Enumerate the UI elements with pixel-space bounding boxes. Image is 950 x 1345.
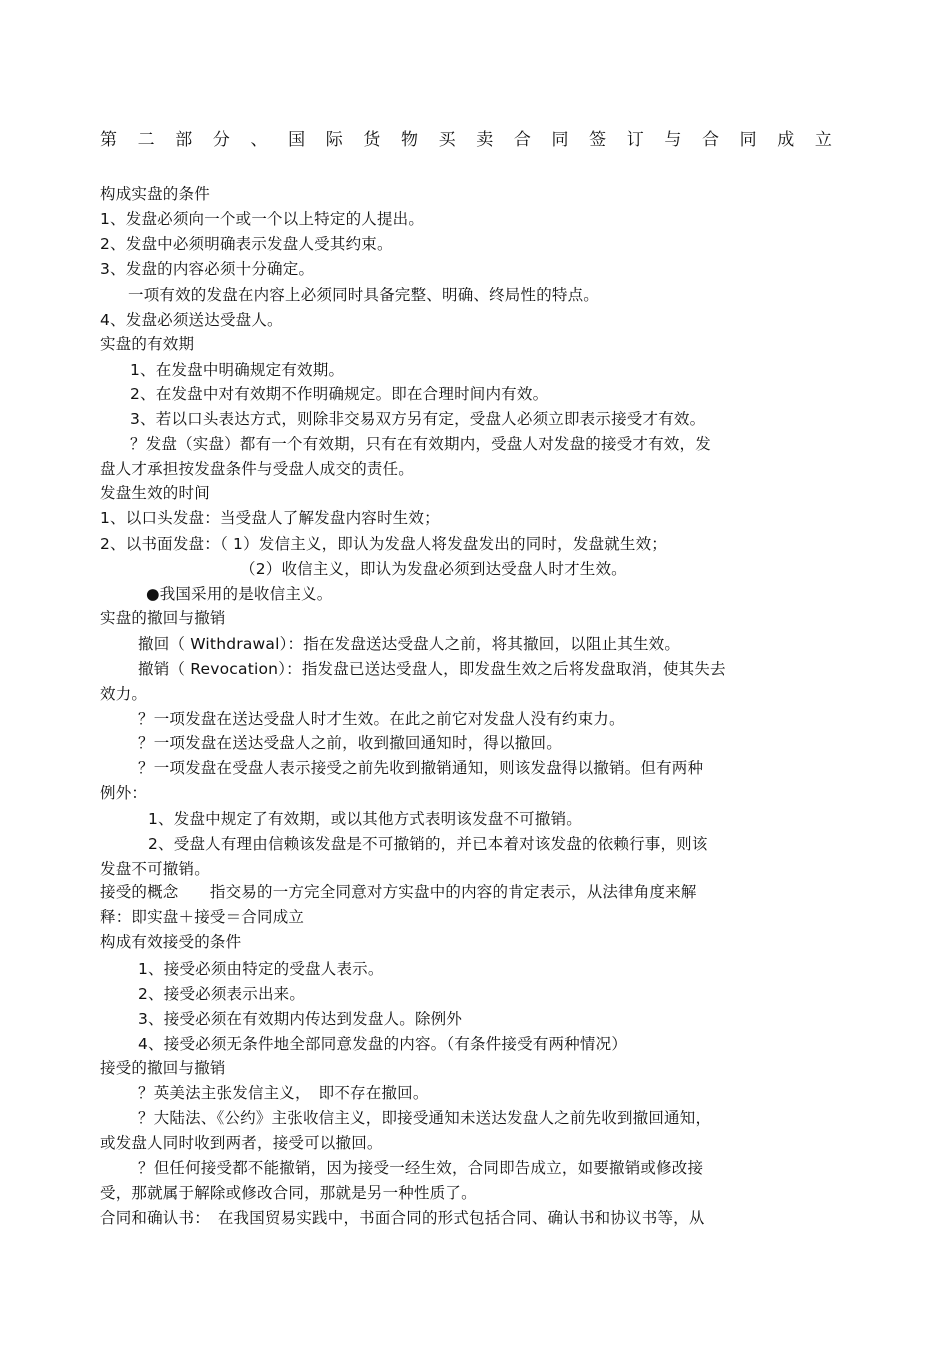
title-char: 货 (363, 130, 381, 150)
text-line: 1、发盘必须向一个或一个以上特定的人提出。 (100, 210, 425, 228)
title-char: 二 (137, 130, 155, 150)
title-char: 买 (438, 130, 456, 150)
text-line: 4、发盘必须送达受盘人。 (100, 311, 283, 329)
text-line: ？发盘（实盘）都有一个有效期，只有在有效期内，受盘人对发盘的接受才有效，发 (130, 435, 711, 453)
title-char: 分 (212, 130, 230, 150)
text-line: 或发盘人同时收到两者，接受可以撤回。 (100, 1134, 383, 1152)
text-line: 释：即实盘＋接受＝合同成立 (100, 908, 305, 926)
text-line: 2、发盘中必须明确表示发盘人受其约束。 (100, 235, 393, 253)
text-line: 发盘生效的时间 (100, 484, 210, 502)
document-title (100, 128, 832, 152)
text-line: 接受的概念 指交易的一方完全同意对方实盘中的内容的肯定表示，从法律角度来解 (100, 883, 697, 901)
title-char: 物 (401, 130, 418, 150)
title-char: 与 (664, 130, 682, 150)
title-char: 成 (777, 130, 795, 150)
text-line: （2）收信主义，即认为发盘必须到达受盘人时才生效。 (240, 560, 627, 578)
title-char: 合 (702, 130, 719, 150)
text-line: 1、以口头发盘：当受盘人了解发盘内容时生效； (100, 509, 440, 527)
text-line: ●我国采用的是收信主义。 (146, 585, 333, 603)
text-line: 实盘的撤回与撤销 (100, 609, 226, 627)
text-line: 2、接受必须表示出来。 (138, 985, 306, 1003)
title-char: 订 (626, 130, 644, 150)
title-char: 际 (325, 130, 343, 150)
text-line: ？一项发盘在受盘人表示接受之前先收到撤销通知，则该发盘得以撤销。但有两种 (138, 759, 704, 777)
text-line: 3、接受必须在有效期内传达到发盘人。除例外 (138, 1010, 463, 1028)
title-char: 、 (250, 130, 268, 150)
text-line: ？一项发盘在送达受盘人时才生效。在此之前它对发盘人没有约束力。 (138, 710, 625, 728)
text-line: 4、接受必须无条件地全部同意发盘的内容。（有条件接受有两种情况） (138, 1035, 628, 1053)
text-line: 构成实盘的条件 (100, 185, 210, 203)
text-line: 2、受盘人有理由信赖该发盘是不可撤销的，并已本着对该发盘的依赖行事，则该 (148, 835, 708, 853)
title-char: 卖 (476, 130, 494, 150)
title-char: 部 (175, 130, 193, 150)
text-line: 接受的撤回与撤销 (100, 1059, 226, 1077)
text-line: 例外： (100, 784, 148, 802)
text-line: 撤回（ Withdrawal）：指在发盘送达受盘人之前，将其撤回，以阻止其生效。 (138, 635, 681, 653)
text-line: ？英美法主张发信主义， 即不存在撤回。 (138, 1084, 429, 1102)
text-line: ？一项发盘在送达受盘人之前，收到撤回通知时，得以撤回。 (138, 734, 562, 752)
title-char: 同 (551, 130, 569, 150)
text-line: 盘人才承担按发盘条件与受盘人成交的责任。 (100, 460, 415, 478)
title-char: 立 (814, 130, 832, 150)
text-line: 2、以书面发盘：（ 1）发信主义，即认为发盘人将发盘发出的同时，发盘就生效； (100, 535, 668, 553)
text-line: 2、在发盘中对有效期不作明确规定。即在合理时间内有效。 (130, 385, 549, 403)
text-line: 1、在发盘中明确规定有效期。 (130, 361, 345, 379)
text-line: 实盘的有效期 (100, 335, 195, 353)
text-line: 合同和确认书： 在我国贸易实践中，书面合同的形式包括合同、确认书和协议书等，从 (100, 1209, 705, 1227)
text-line: 发盘不可撤销。 (100, 860, 210, 878)
text-line: 1、接受必须由特定的受盘人表示。 (138, 960, 384, 978)
text-line: 受，那就属于解除或修改合同，那就是另一种性质了。 (100, 1184, 477, 1202)
text-line: 撤销（ Revocation）：指发盘已送达受盘人，即发盘生效之后将发盘取消，使其失去 (138, 660, 726, 678)
text-line: 1、发盘中规定了有效期，或以其他方式表明该发盘不可撤销。 (148, 810, 582, 828)
text-line: ？大陆法、《公约》主张收信主义，即接受通知未送达发盘人之前先收到撤回通知， (138, 1109, 712, 1127)
text-line: 一项有效的发盘在内容上必须同时具备完整、明确、终局性的特点。 (128, 286, 600, 304)
text-line: 构成有效接受的条件 (100, 933, 242, 951)
text-line: 效力。 (100, 685, 148, 703)
text-line: ？但任何接受都不能撤销，因为接受一经生效，合同即告成立，如要撤销或修改接 (138, 1159, 704, 1177)
title-char: 签 (589, 130, 607, 150)
title-char: 国 (288, 130, 306, 150)
text-line: 3、发盘的内容必须十分确定。 (100, 260, 315, 278)
title-char: 合 (513, 130, 531, 150)
title-char: 同 (739, 130, 757, 150)
text-line: 3、若以口头表达方式，则除非交易双方另有定，受盘人必须立即表示接受才有效。 (130, 410, 706, 428)
title-char: 第 (100, 130, 117, 150)
